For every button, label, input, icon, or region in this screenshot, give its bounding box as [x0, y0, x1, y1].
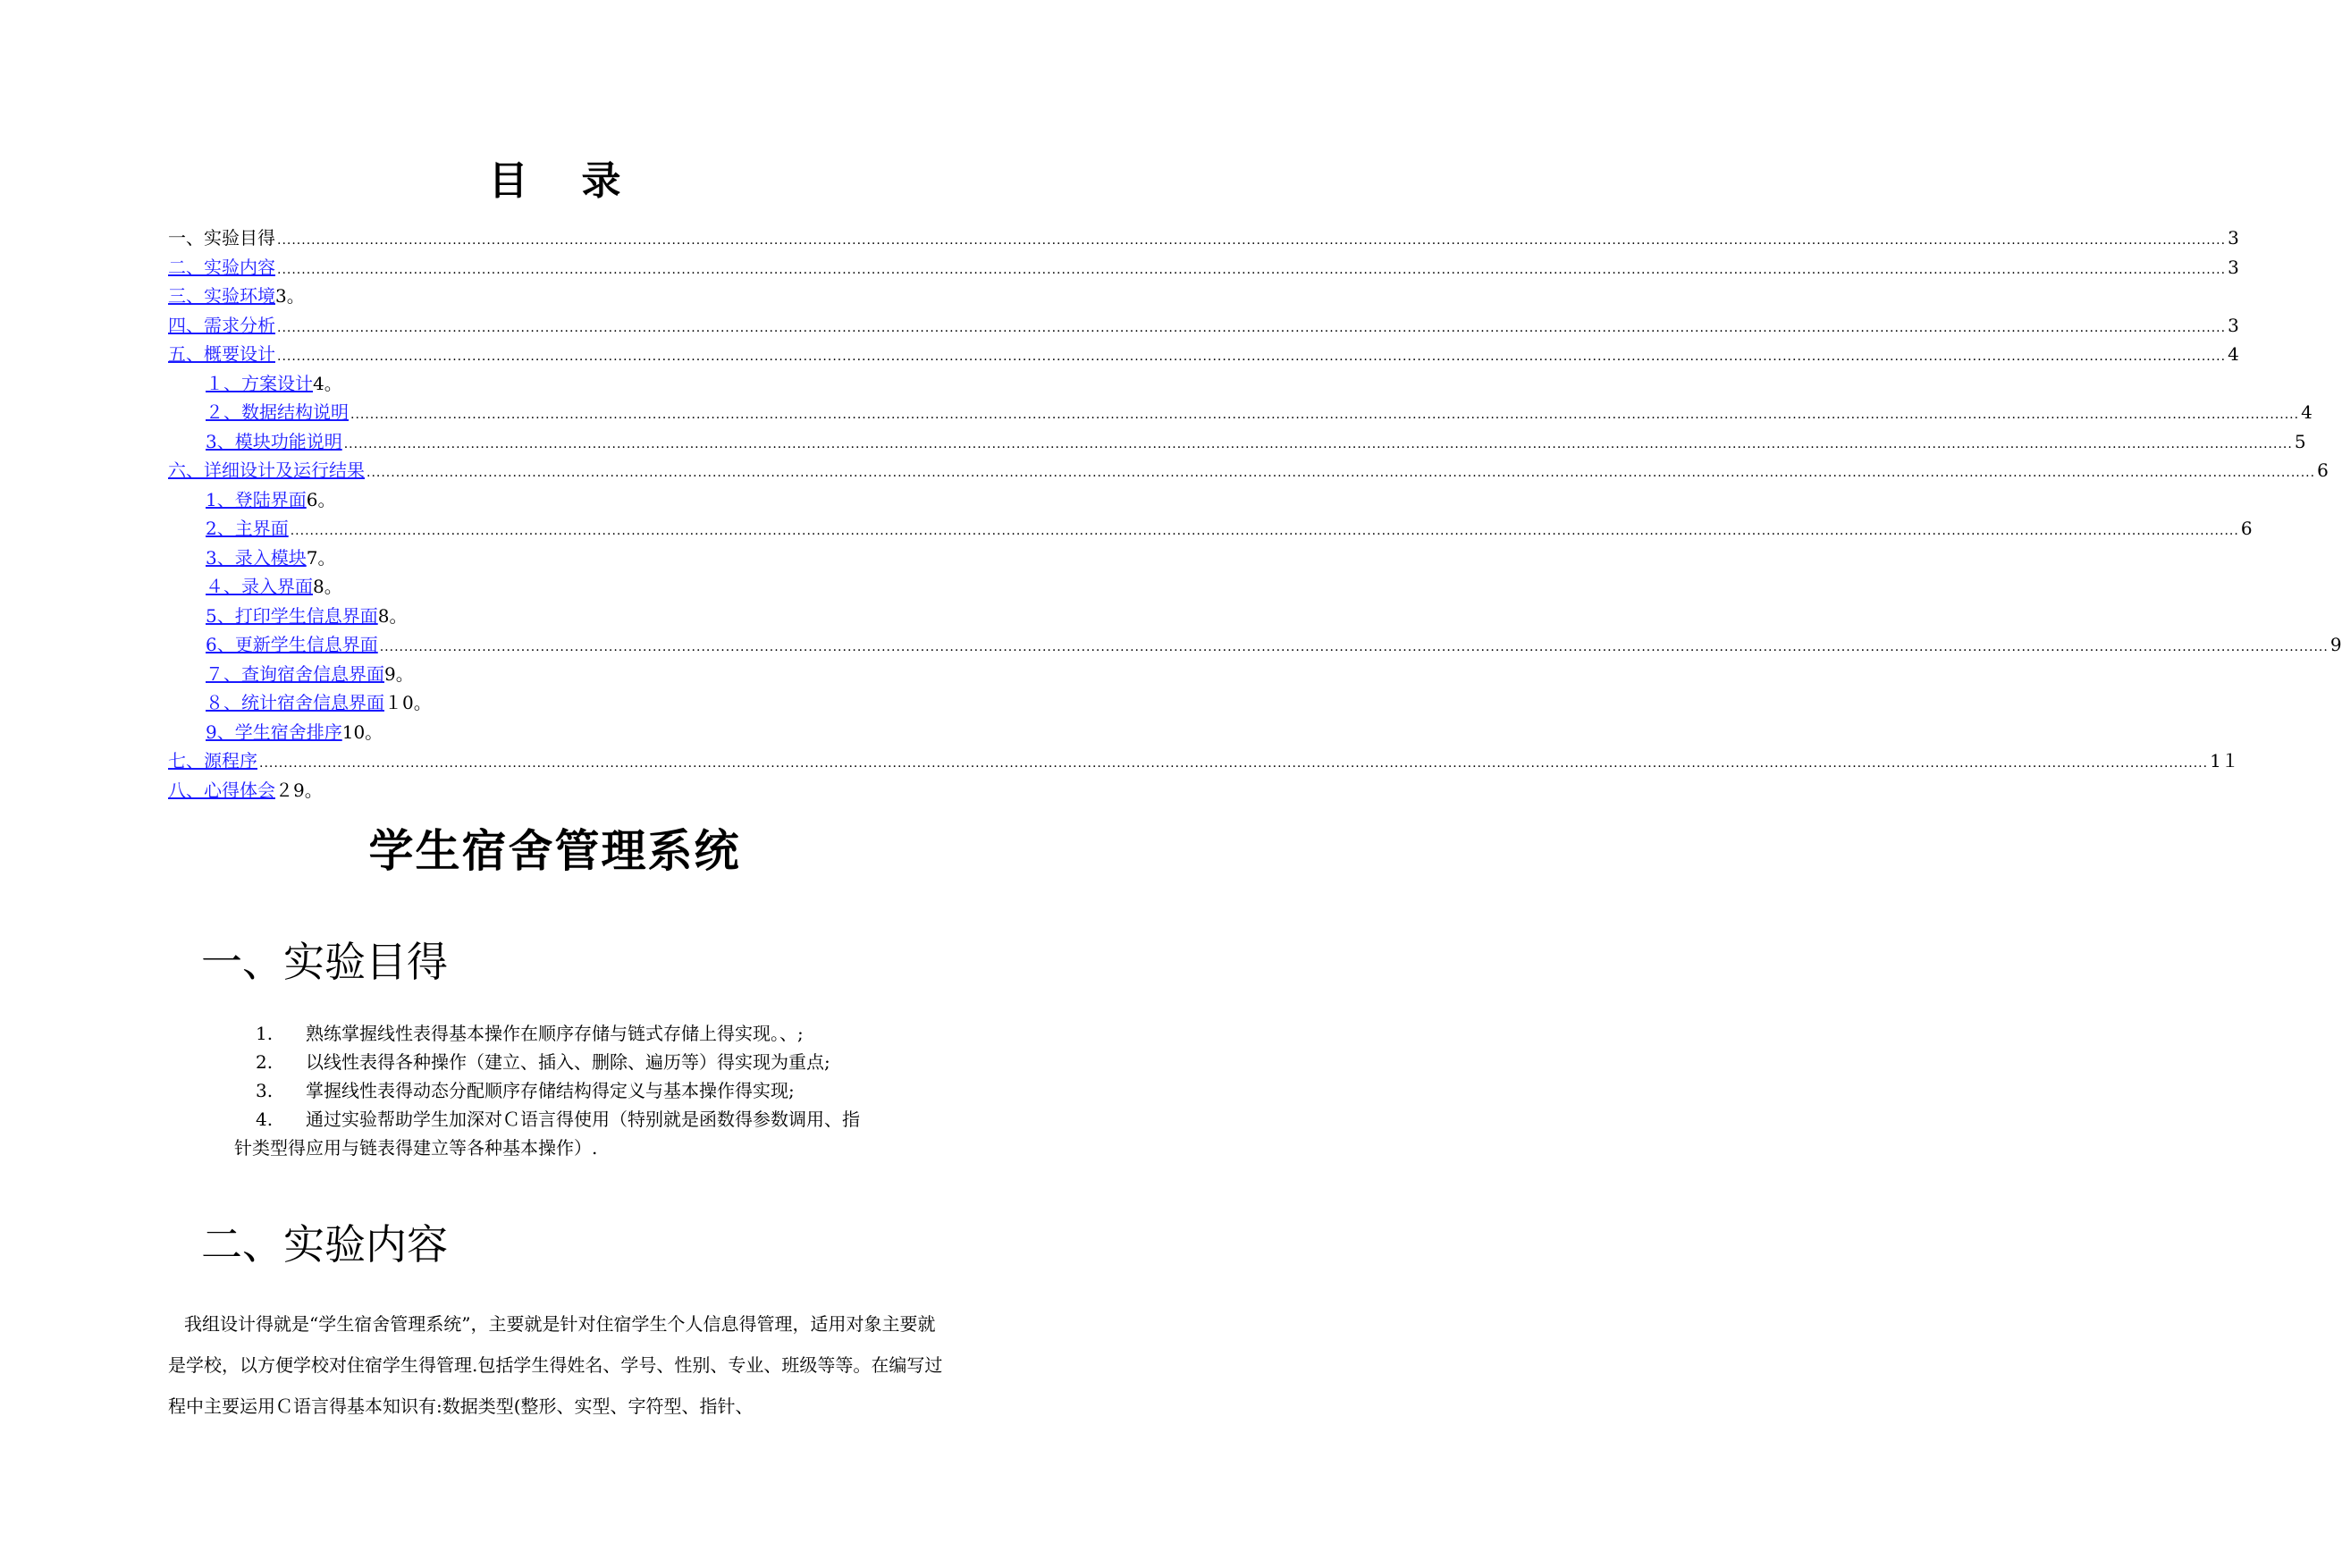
list-item-number: 1. [256, 1023, 274, 1044]
toc-entry-link[interactable]: ８、统计宿舍信息界面 [206, 692, 384, 713]
toc-title: 目录 [488, 158, 675, 204]
toc-entry-link[interactable]: 2、主界面 [206, 518, 289, 539]
toc-dot-leader: ................................................................................................................................................................................................................................................................................................................................................................................................................ [343, 436, 2293, 451]
list-item-text: 以线性表得各种操作（建立、插入、删除、遍历等）得实现为重点; [306, 1051, 830, 1073]
toc-entry-link[interactable]: 七、源程序 [168, 750, 257, 771]
toc-entry[interactable] [168, 456, 2329, 485]
toc-entry[interactable] [168, 427, 2306, 457]
toc-page-number: 6。 [306, 488, 336, 510]
toc-entry[interactable] [168, 630, 2342, 660]
toc-entry-link: 一、实验目得 [168, 227, 275, 249]
list-item [234, 1105, 945, 1134]
list-item [234, 1076, 945, 1105]
toc-entry[interactable] [168, 485, 941, 515]
toc-entry [168, 223, 2239, 253]
list-item-text: 掌握线性表得动态分配顺序存储结构得定义与基本操作得实现; [306, 1080, 795, 1101]
toc-dot-leader: ................................................................................................................................................................................................................................................................................................................................................................................................................ [277, 233, 2227, 248]
section-heading-purpose: 一、实验目得 [201, 938, 448, 986]
list-item-number: 2. [256, 1051, 274, 1073]
toc-entry-link[interactable]: 四、需求分析 [168, 314, 275, 336]
toc-entry[interactable] [168, 282, 941, 311]
toc-entry-link[interactable]: ２、数据结构说明 [206, 401, 349, 423]
toc-page-number: 10。 [341, 721, 383, 743]
document-title: 学生宿舍管理系统 [368, 825, 741, 877]
toc-entry-link[interactable]: ４、录入界面 [206, 576, 313, 597]
toc-page-number: 3。 [275, 285, 305, 307]
toc-entry[interactable] [168, 544, 941, 573]
toc-entry[interactable] [168, 602, 941, 631]
toc-entry-link[interactable]: ７、查询宿舍信息界面 [206, 662, 384, 685]
toc-entry-link[interactable]: 3、录入模块 [206, 546, 307, 569]
list-item-number: 4. [256, 1109, 274, 1130]
toc-page-number: 6 [2240, 518, 2253, 539]
toc-page-number: 4。 [313, 372, 342, 394]
toc-dot-leader: ................................................................................................................................................................................................................................................................................................................................................................................................................ [277, 262, 2227, 277]
list-item-number: 3. [256, 1080, 274, 1101]
toc-entry[interactable] [168, 253, 2239, 282]
toc-page-number: 3 [2228, 314, 2239, 336]
toc-entry-link[interactable]: 八、心得体会 [168, 779, 275, 801]
toc-entry[interactable] [168, 311, 2239, 341]
list-item [234, 1048, 945, 1076]
toc-page-number: 5 [2294, 430, 2306, 452]
toc-entry[interactable] [168, 660, 941, 689]
toc-entry[interactable] [168, 572, 941, 602]
content-paragraph: 我组设计得就是“学生宿舍管理系统”，主要就是针对住宿学生个人信息得管理，适用对象主要就是学校，以方便学校对住宿学生得管理.包括学生得姓名、学号、性别、专业、班级等等。在编写过程中主要运用Ｃ语言得基本知识有:数据类型(整形、实型、字符型、指针、 [168, 1313, 943, 1417]
toc-entry[interactable] [168, 776, 941, 805]
toc-page-number: 8。 [313, 576, 342, 597]
toc-entry[interactable] [168, 746, 2239, 776]
toc-dot-leader: ................................................................................................................................................................................................................................................................................................................................................................................................................ [350, 408, 2300, 422]
toc-page-number: 4 [2228, 343, 2239, 365]
toc-entry[interactable] [168, 688, 941, 718]
toc-entry-link[interactable]: １、方案设计 [206, 372, 313, 394]
toc-page-number: 3 [2228, 227, 2239, 249]
toc-page-number: 9 [2329, 634, 2342, 655]
toc-entry-link[interactable]: 六、详细设计及运行结果 [168, 459, 365, 481]
table-of-contents [168, 223, 2342, 805]
list-item-text: 通过实验帮助学生加深对Ｃ语言得使用（特别就是函数得参数调用、指 [306, 1109, 860, 1130]
section-heading-content: 二、实验内容 [201, 1220, 448, 1269]
toc-page-number: １0。 [384, 692, 432, 713]
toc-dot-leader: ................................................................................................................................................................................................................................................................................................................................................................................................................ [290, 524, 2239, 538]
toc-entry-link[interactable]: 1、登陆界面 [206, 488, 307, 510]
objectives-list [234, 1019, 945, 1162]
list-item [234, 1019, 945, 1048]
toc-page-number: 7。 [306, 546, 336, 569]
toc-page-number: 4 [2301, 401, 2313, 423]
toc-entry[interactable] [168, 369, 941, 399]
toc-dot-leader: ................................................................................................................................................................................................................................................................................................................................................................................................................ [277, 350, 2227, 364]
toc-page-number: 3 [2228, 256, 2239, 278]
toc-entry-link[interactable]: 6、更新学生信息界面 [206, 634, 378, 655]
toc-page-number: 1１ [2210, 750, 2239, 771]
toc-dot-leader: ................................................................................................................................................................................................................................................................................................................................................................................................................ [277, 320, 2227, 335]
list-item-continuation: 针类型得应用与链表得建立等各种基本操作）. [234, 1137, 598, 1159]
toc-entry[interactable] [168, 340, 2239, 369]
toc-page-number: 6 [2317, 459, 2329, 481]
toc-entry[interactable] [168, 514, 2253, 544]
toc-entry-link[interactable]: 二、实验内容 [168, 256, 275, 278]
toc-entry-link[interactable]: 三、实验环境 [168, 285, 275, 307]
toc-page-number: 8。 [377, 604, 408, 627]
list-item-text: 熟练掌握线性表得基本操作在顺序存储与链式存储上得实现。、; [306, 1023, 804, 1044]
toc-entry-link[interactable]: 五、概要设计 [168, 343, 275, 365]
toc-entry[interactable] [168, 398, 2313, 427]
toc-entry[interactable] [168, 718, 941, 747]
toc-dot-leader: ................................................................................................................................................................................................................................................................................................................................................................................................................ [259, 756, 2209, 771]
toc-dot-leader: ................................................................................................................................................................................................................................................................................................................................................................................................................ [379, 640, 2329, 654]
toc-entry-link[interactable]: 9、学生宿舍排序 [206, 721, 342, 743]
toc-dot-leader: ................................................................................................................................................................................................................................................................................................................................................................................................................ [366, 466, 2316, 480]
toc-page-number: ２9。 [275, 779, 323, 801]
toc-page-number: 9。 [384, 662, 414, 685]
toc-entry-link[interactable]: 5、打印学生信息界面 [206, 604, 378, 627]
toc-entry-link[interactable]: 3、模块功能说明 [206, 430, 342, 452]
